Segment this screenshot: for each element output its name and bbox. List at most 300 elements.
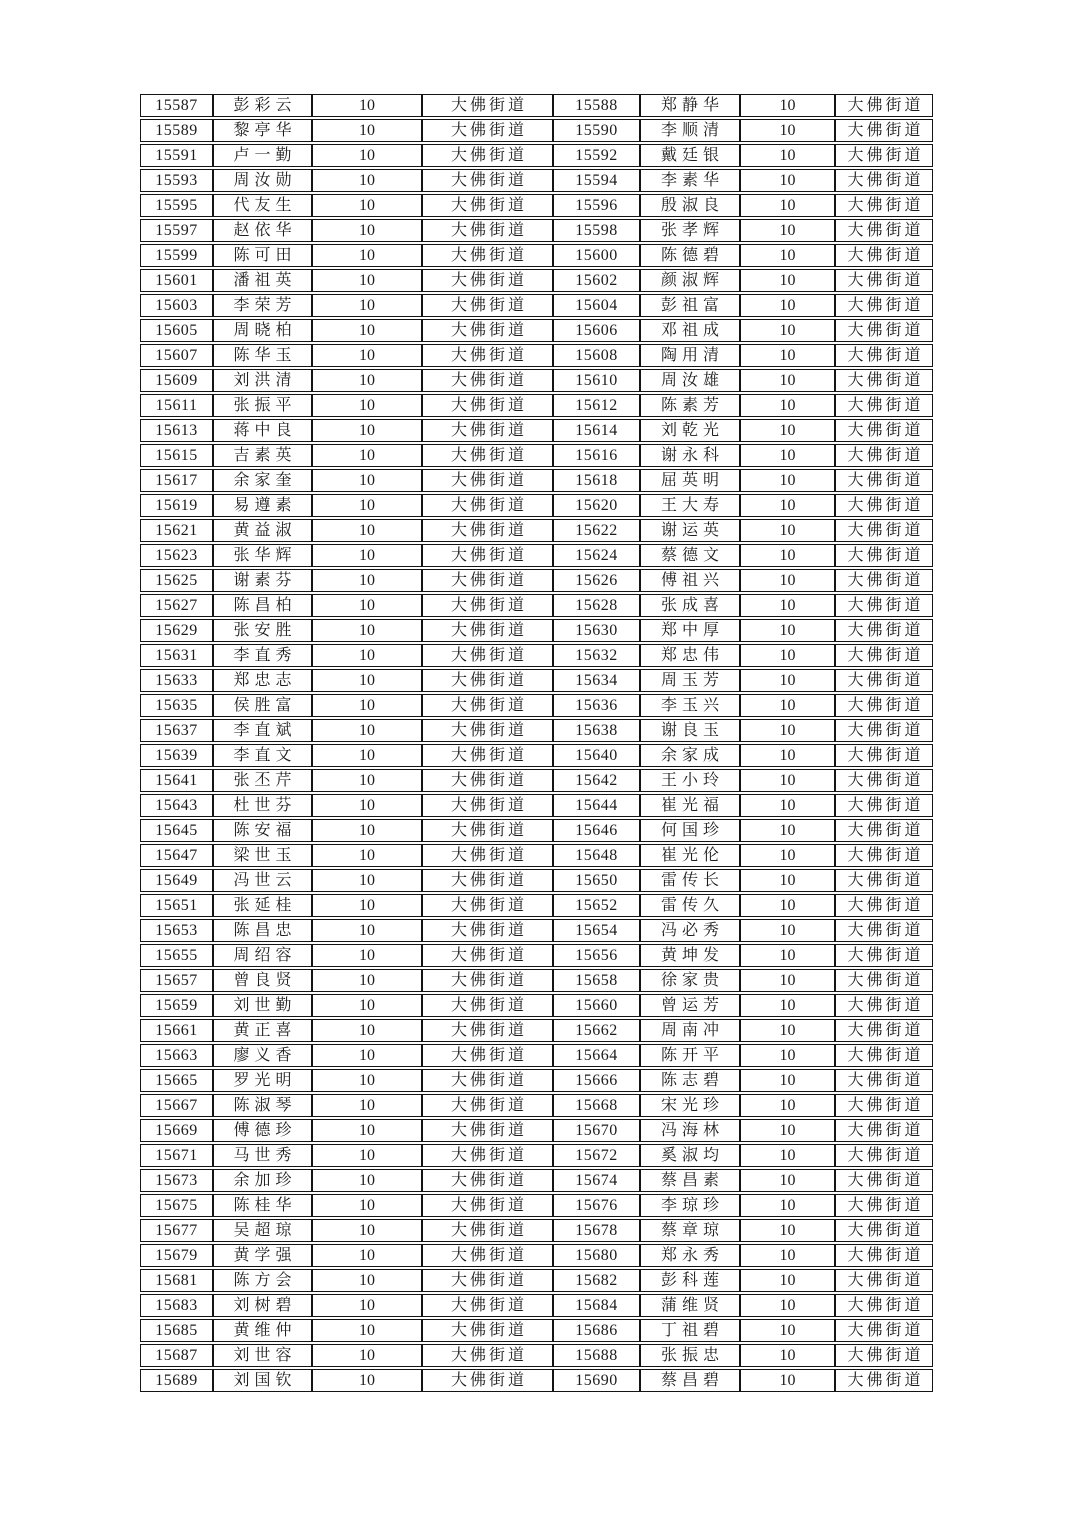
table-row (140, 1344, 933, 1367)
district-cell-right: 大佛街道 (835, 719, 933, 742)
table-row (140, 1169, 933, 1192)
amount-cell-left: 10 (312, 1194, 422, 1217)
person-name-cell-right: 颜淑辉 (640, 269, 740, 292)
serial-number-cell-left: 15587 (140, 94, 213, 117)
district-cell-left: 大佛街道 (422, 969, 553, 992)
amount-cell-left: 10 (312, 719, 422, 742)
table-row (140, 1119, 933, 1142)
table-row (140, 644, 933, 667)
person-name-cell-left: 陈华玉 (213, 344, 312, 367)
serial-number-cell-left: 15621 (140, 519, 213, 542)
serial-number-cell-right: 15674 (553, 1169, 640, 1192)
person-name-cell-right: 郑永秀 (640, 1244, 740, 1267)
district-cell-right: 大佛街道 (835, 244, 933, 267)
person-name-cell-left: 刘洪清 (213, 369, 312, 392)
roster-table-container (140, 92, 933, 1394)
table-row (140, 769, 933, 792)
serial-number-cell-right: 15640 (553, 744, 640, 767)
amount-cell-left: 10 (312, 1069, 422, 1092)
serial-number-cell-left: 15619 (140, 494, 213, 517)
district-cell-right: 大佛街道 (835, 1244, 933, 1267)
district-cell-right: 大佛街道 (835, 144, 933, 167)
roster-table-body (140, 94, 933, 1392)
person-name-cell-right: 陶用清 (640, 344, 740, 367)
table-row (140, 994, 933, 1017)
table-row (140, 319, 933, 342)
table-row (140, 794, 933, 817)
district-cell-right: 大佛街道 (835, 1319, 933, 1342)
amount-cell-left: 10 (312, 469, 422, 492)
serial-number-cell-left: 15675 (140, 1194, 213, 1217)
table-row (140, 544, 933, 567)
amount-cell-left: 10 (312, 819, 422, 842)
serial-number-cell-left: 15659 (140, 994, 213, 1017)
amount-cell-left: 10 (312, 444, 422, 467)
district-cell-left: 大佛街道 (422, 769, 553, 792)
person-name-cell-left: 曾良贤 (213, 969, 312, 992)
serial-number-cell-left: 15591 (140, 144, 213, 167)
person-name-cell-right: 宋光珍 (640, 1094, 740, 1117)
serial-number-cell-left: 15655 (140, 944, 213, 967)
serial-number-cell-left: 15669 (140, 1119, 213, 1142)
person-name-cell-left: 刘国钦 (213, 1369, 312, 1392)
person-name-cell-left: 卢一勤 (213, 144, 312, 167)
district-cell-left: 大佛街道 (422, 1019, 553, 1042)
amount-cell-left: 10 (312, 944, 422, 967)
serial-number-cell-right: 15656 (553, 944, 640, 967)
table-row (140, 294, 933, 317)
serial-number-cell-right: 15626 (553, 569, 640, 592)
amount-cell-right: 10 (740, 1294, 835, 1317)
person-name-cell-left: 李直秀 (213, 644, 312, 667)
serial-number-cell-right: 15644 (553, 794, 640, 817)
district-cell-right: 大佛街道 (835, 544, 933, 567)
district-cell-right: 大佛街道 (835, 119, 933, 142)
district-cell-right: 大佛街道 (835, 994, 933, 1017)
serial-number-cell-left: 15679 (140, 1244, 213, 1267)
serial-number-cell-right: 15650 (553, 869, 640, 892)
person-name-cell-left: 罗光明 (213, 1069, 312, 1092)
district-cell-right: 大佛街道 (835, 219, 933, 242)
amount-cell-right: 10 (740, 794, 835, 817)
amount-cell-right: 10 (740, 194, 835, 217)
person-name-cell-left: 李荣芳 (213, 294, 312, 317)
serial-number-cell-left: 15615 (140, 444, 213, 467)
district-cell-right: 大佛街道 (835, 794, 933, 817)
serial-number-cell-left: 15629 (140, 619, 213, 642)
table-row (140, 444, 933, 467)
district-cell-left: 大佛街道 (422, 319, 553, 342)
serial-number-cell-right: 15618 (553, 469, 640, 492)
amount-cell-right: 10 (740, 494, 835, 517)
district-cell-right: 大佛街道 (835, 1194, 933, 1217)
district-cell-right: 大佛街道 (835, 294, 933, 317)
amount-cell-left: 10 (312, 1219, 422, 1242)
district-cell-right: 大佛街道 (835, 644, 933, 667)
table-row (140, 1044, 933, 1067)
person-name-cell-left: 黄维仲 (213, 1319, 312, 1342)
district-cell-left: 大佛街道 (422, 94, 553, 117)
person-name-cell-left: 张安胜 (213, 619, 312, 642)
amount-cell-left: 10 (312, 1144, 422, 1167)
amount-cell-left: 10 (312, 394, 422, 417)
serial-number-cell-right: 15620 (553, 494, 640, 517)
table-row (140, 744, 933, 767)
district-cell-right: 大佛街道 (835, 94, 933, 117)
district-cell-left: 大佛街道 (422, 669, 553, 692)
serial-number-cell-left: 15589 (140, 119, 213, 142)
amount-cell-right: 10 (740, 1169, 835, 1192)
district-cell-left: 大佛街道 (422, 294, 553, 317)
district-cell-left: 大佛街道 (422, 1119, 553, 1142)
table-row (140, 669, 933, 692)
district-cell-right: 大佛街道 (835, 944, 933, 967)
amount-cell-left: 10 (312, 769, 422, 792)
amount-cell-right: 10 (740, 969, 835, 992)
person-name-cell-left: 黄益淑 (213, 519, 312, 542)
amount-cell-left: 10 (312, 869, 422, 892)
person-name-cell-left: 刘世勤 (213, 994, 312, 1017)
serial-number-cell-right: 15630 (553, 619, 640, 642)
district-cell-left: 大佛街道 (422, 944, 553, 967)
person-name-cell-right: 蒲维贤 (640, 1294, 740, 1317)
person-name-cell-left: 陈安福 (213, 819, 312, 842)
person-name-cell-right: 黄坤发 (640, 944, 740, 967)
serial-number-cell-left: 15613 (140, 419, 213, 442)
district-cell-right: 大佛街道 (835, 319, 933, 342)
person-name-cell-right: 周玉芳 (640, 669, 740, 692)
table-row (140, 1369, 933, 1392)
district-cell-left: 大佛街道 (422, 1244, 553, 1267)
district-cell-left: 大佛街道 (422, 269, 553, 292)
amount-cell-left: 10 (312, 419, 422, 442)
amount-cell-right: 10 (740, 1094, 835, 1117)
district-cell-left: 大佛街道 (422, 1269, 553, 1292)
serial-number-cell-left: 15685 (140, 1319, 213, 1342)
person-name-cell-left: 陈方会 (213, 1269, 312, 1292)
serial-number-cell-left: 15611 (140, 394, 213, 417)
person-name-cell-right: 殷淑良 (640, 194, 740, 217)
person-name-cell-left: 张振平 (213, 394, 312, 417)
serial-number-cell-right: 15648 (553, 844, 640, 867)
amount-cell-left: 10 (312, 319, 422, 342)
district-cell-left: 大佛街道 (422, 919, 553, 942)
person-name-cell-right: 蔡昌碧 (640, 1369, 740, 1392)
table-row (140, 1094, 933, 1117)
serial-number-cell-right: 15614 (553, 419, 640, 442)
amount-cell-left: 10 (312, 744, 422, 767)
amount-cell-right: 10 (740, 269, 835, 292)
amount-cell-right: 10 (740, 1194, 835, 1217)
amount-cell-right: 10 (740, 1219, 835, 1242)
serial-number-cell-left: 15625 (140, 569, 213, 592)
amount-cell-left: 10 (312, 494, 422, 517)
serial-number-cell-right: 15664 (553, 1044, 640, 1067)
serial-number-cell-left: 15609 (140, 369, 213, 392)
amount-cell-right: 10 (740, 569, 835, 592)
person-name-cell-right: 李琼珍 (640, 1194, 740, 1217)
person-name-cell-right: 蔡章琼 (640, 1219, 740, 1242)
amount-cell-left: 10 (312, 694, 422, 717)
roster-table (140, 92, 933, 1394)
amount-cell-left: 10 (312, 1169, 422, 1192)
table-row (140, 1294, 933, 1317)
district-cell-left: 大佛街道 (422, 1044, 553, 1067)
amount-cell-left: 10 (312, 94, 422, 117)
serial-number-cell-right: 15658 (553, 969, 640, 992)
person-name-cell-right: 彭科莲 (640, 1269, 740, 1292)
district-cell-left: 大佛街道 (422, 1169, 553, 1192)
amount-cell-left: 10 (312, 1294, 422, 1317)
serial-number-cell-left: 15647 (140, 844, 213, 867)
table-row (140, 619, 933, 642)
person-name-cell-right: 张成喜 (640, 594, 740, 617)
district-cell-left: 大佛街道 (422, 444, 553, 467)
table-row (140, 419, 933, 442)
serial-number-cell-right: 15682 (553, 1269, 640, 1292)
amount-cell-right: 10 (740, 519, 835, 542)
serial-number-cell-right: 15596 (553, 194, 640, 217)
amount-cell-right: 10 (740, 419, 835, 442)
district-cell-left: 大佛街道 (422, 519, 553, 542)
amount-cell-right: 10 (740, 594, 835, 617)
amount-cell-right: 10 (740, 1019, 835, 1042)
amount-cell-left: 10 (312, 569, 422, 592)
person-name-cell-left: 黄正喜 (213, 1019, 312, 1042)
district-cell-right: 大佛街道 (835, 419, 933, 442)
person-name-cell-right: 奚淑均 (640, 1144, 740, 1167)
serial-number-cell-right: 15668 (553, 1094, 640, 1117)
person-name-cell-right: 雷传长 (640, 869, 740, 892)
table-row (140, 1269, 933, 1292)
serial-number-cell-left: 15635 (140, 694, 213, 717)
serial-number-cell-left: 15687 (140, 1344, 213, 1367)
district-cell-left: 大佛街道 (422, 619, 553, 642)
person-name-cell-right: 冯海林 (640, 1119, 740, 1142)
table-row (140, 1219, 933, 1242)
serial-number-cell-right: 15602 (553, 269, 640, 292)
district-cell-right: 大佛街道 (835, 1144, 933, 1167)
person-name-cell-left: 谢素芬 (213, 569, 312, 592)
district-cell-right: 大佛街道 (835, 1119, 933, 1142)
person-name-cell-right: 邓祖成 (640, 319, 740, 342)
person-name-cell-right: 崔光福 (640, 794, 740, 817)
district-cell-left: 大佛街道 (422, 844, 553, 867)
district-cell-left: 大佛街道 (422, 694, 553, 717)
serial-number-cell-left: 15645 (140, 819, 213, 842)
person-name-cell-left: 陈桂华 (213, 1194, 312, 1217)
table-row (140, 1144, 933, 1167)
person-name-cell-right: 曾运芳 (640, 994, 740, 1017)
amount-cell-right: 10 (740, 169, 835, 192)
person-name-cell-right: 何国珍 (640, 819, 740, 842)
person-name-cell-left: 周绍容 (213, 944, 312, 967)
district-cell-right: 大佛街道 (835, 969, 933, 992)
person-name-cell-right: 周南冲 (640, 1019, 740, 1042)
amount-cell-right: 10 (740, 994, 835, 1017)
amount-cell-right: 10 (740, 369, 835, 392)
serial-number-cell-right: 15606 (553, 319, 640, 342)
table-row (140, 144, 933, 167)
table-row (140, 719, 933, 742)
person-name-cell-right: 蔡德文 (640, 544, 740, 567)
person-name-cell-left: 余家奎 (213, 469, 312, 492)
district-cell-right: 大佛街道 (835, 894, 933, 917)
district-cell-right: 大佛街道 (835, 1044, 933, 1067)
district-cell-right: 大佛街道 (835, 619, 933, 642)
serial-number-cell-left: 15599 (140, 244, 213, 267)
person-name-cell-right: 徐家贵 (640, 969, 740, 992)
district-cell-right: 大佛街道 (835, 669, 933, 692)
serial-number-cell-left: 15661 (140, 1019, 213, 1042)
district-cell-right: 大佛街道 (835, 1294, 933, 1317)
amount-cell-left: 10 (312, 1244, 422, 1267)
district-cell-left: 大佛街道 (422, 1219, 553, 1242)
person-name-cell-left: 易遵素 (213, 494, 312, 517)
person-name-cell-right: 陈德碧 (640, 244, 740, 267)
district-cell-left: 大佛街道 (422, 394, 553, 417)
district-cell-left: 大佛街道 (422, 194, 553, 217)
table-row (140, 869, 933, 892)
person-name-cell-left: 李直文 (213, 744, 312, 767)
district-cell-right: 大佛街道 (835, 344, 933, 367)
table-row (140, 94, 933, 117)
person-name-cell-left: 刘世容 (213, 1344, 312, 1367)
person-name-cell-right: 张孝辉 (640, 219, 740, 242)
district-cell-left: 大佛街道 (422, 719, 553, 742)
amount-cell-left: 10 (312, 844, 422, 867)
serial-number-cell-right: 15676 (553, 1194, 640, 1217)
district-cell-right: 大佛街道 (835, 519, 933, 542)
serial-number-cell-right: 15652 (553, 894, 640, 917)
amount-cell-left: 10 (312, 244, 422, 267)
district-cell-left: 大佛街道 (422, 544, 553, 567)
serial-number-cell-right: 15662 (553, 1019, 640, 1042)
amount-cell-right: 10 (740, 144, 835, 167)
table-row (140, 919, 933, 942)
district-cell-right: 大佛街道 (835, 1069, 933, 1092)
person-name-cell-left: 张延桂 (213, 894, 312, 917)
person-name-cell-right: 王大寿 (640, 494, 740, 517)
district-cell-left: 大佛街道 (422, 794, 553, 817)
person-name-cell-left: 李直斌 (213, 719, 312, 742)
person-name-cell-right: 彭祖富 (640, 294, 740, 317)
table-row (140, 269, 933, 292)
serial-number-cell-left: 15653 (140, 919, 213, 942)
amount-cell-right: 10 (740, 219, 835, 242)
serial-number-cell-right: 15598 (553, 219, 640, 242)
amount-cell-left: 10 (312, 594, 422, 617)
amount-cell-left: 10 (312, 1044, 422, 1067)
district-cell-left: 大佛街道 (422, 894, 553, 917)
district-cell-left: 大佛街道 (422, 119, 553, 142)
district-cell-left: 大佛街道 (422, 244, 553, 267)
district-cell-right: 大佛街道 (835, 819, 933, 842)
district-cell-right: 大佛街道 (835, 1219, 933, 1242)
person-name-cell-right: 郑中厚 (640, 619, 740, 642)
serial-number-cell-right: 15610 (553, 369, 640, 392)
district-cell-left: 大佛街道 (422, 1094, 553, 1117)
table-row (140, 194, 933, 217)
serial-number-cell-left: 15677 (140, 1219, 213, 1242)
district-cell-left: 大佛街道 (422, 144, 553, 167)
person-name-cell-left: 陈昌柏 (213, 594, 312, 617)
district-cell-left: 大佛街道 (422, 1294, 553, 1317)
amount-cell-right: 10 (740, 1144, 835, 1167)
amount-cell-left: 10 (312, 269, 422, 292)
amount-cell-right: 10 (740, 694, 835, 717)
district-cell-left: 大佛街道 (422, 344, 553, 367)
serial-number-cell-right: 15638 (553, 719, 640, 742)
district-cell-left: 大佛街道 (422, 869, 553, 892)
table-row (140, 494, 933, 517)
amount-cell-right: 10 (740, 444, 835, 467)
person-name-cell-right: 谢良玉 (640, 719, 740, 742)
serial-number-cell-right: 15680 (553, 1244, 640, 1267)
district-cell-left: 大佛街道 (422, 1144, 553, 1167)
person-name-cell-left: 赵依华 (213, 219, 312, 242)
table-row (140, 569, 933, 592)
serial-number-cell-left: 15639 (140, 744, 213, 767)
amount-cell-left: 10 (312, 194, 422, 217)
person-name-cell-right: 雷传久 (640, 894, 740, 917)
amount-cell-left: 10 (312, 1319, 422, 1342)
person-name-cell-right: 李玉兴 (640, 694, 740, 717)
district-cell-right: 大佛街道 (835, 494, 933, 517)
amount-cell-right: 10 (740, 869, 835, 892)
district-cell-left: 大佛街道 (422, 1319, 553, 1342)
amount-cell-left: 10 (312, 544, 422, 567)
district-cell-right: 大佛街道 (835, 444, 933, 467)
person-name-cell-right: 张振忠 (640, 1344, 740, 1367)
amount-cell-right: 10 (740, 1119, 835, 1142)
amount-cell-right: 10 (740, 744, 835, 767)
amount-cell-right: 10 (740, 844, 835, 867)
table-row (140, 819, 933, 842)
district-cell-left: 大佛街道 (422, 744, 553, 767)
table-row (140, 969, 933, 992)
person-name-cell-right: 李素华 (640, 169, 740, 192)
district-cell-right: 大佛街道 (835, 1019, 933, 1042)
serial-number-cell-left: 15649 (140, 869, 213, 892)
person-name-cell-left: 张丕芹 (213, 769, 312, 792)
table-row (140, 119, 933, 142)
person-name-cell-left: 梁世玉 (213, 844, 312, 867)
serial-number-cell-right: 15688 (553, 1344, 640, 1367)
district-cell-right: 大佛街道 (835, 369, 933, 392)
amount-cell-left: 10 (312, 1094, 422, 1117)
table-row (140, 469, 933, 492)
person-name-cell-left: 黄学强 (213, 1244, 312, 1267)
person-name-cell-left: 郑忠志 (213, 669, 312, 692)
person-name-cell-left: 代友生 (213, 194, 312, 217)
amount-cell-left: 10 (312, 644, 422, 667)
amount-cell-left: 10 (312, 969, 422, 992)
district-cell-right: 大佛街道 (835, 694, 933, 717)
amount-cell-left: 10 (312, 994, 422, 1017)
serial-number-cell-left: 15673 (140, 1169, 213, 1192)
serial-number-cell-right: 15670 (553, 1119, 640, 1142)
amount-cell-right: 10 (740, 619, 835, 642)
table-row (140, 1319, 933, 1342)
person-name-cell-left: 陈淑琴 (213, 1094, 312, 1117)
district-cell-left: 大佛街道 (422, 819, 553, 842)
person-name-cell-right: 谢运英 (640, 519, 740, 542)
table-row (140, 519, 933, 542)
amount-cell-right: 10 (740, 469, 835, 492)
amount-cell-left: 10 (312, 144, 422, 167)
serial-number-cell-right: 15672 (553, 1144, 640, 1167)
